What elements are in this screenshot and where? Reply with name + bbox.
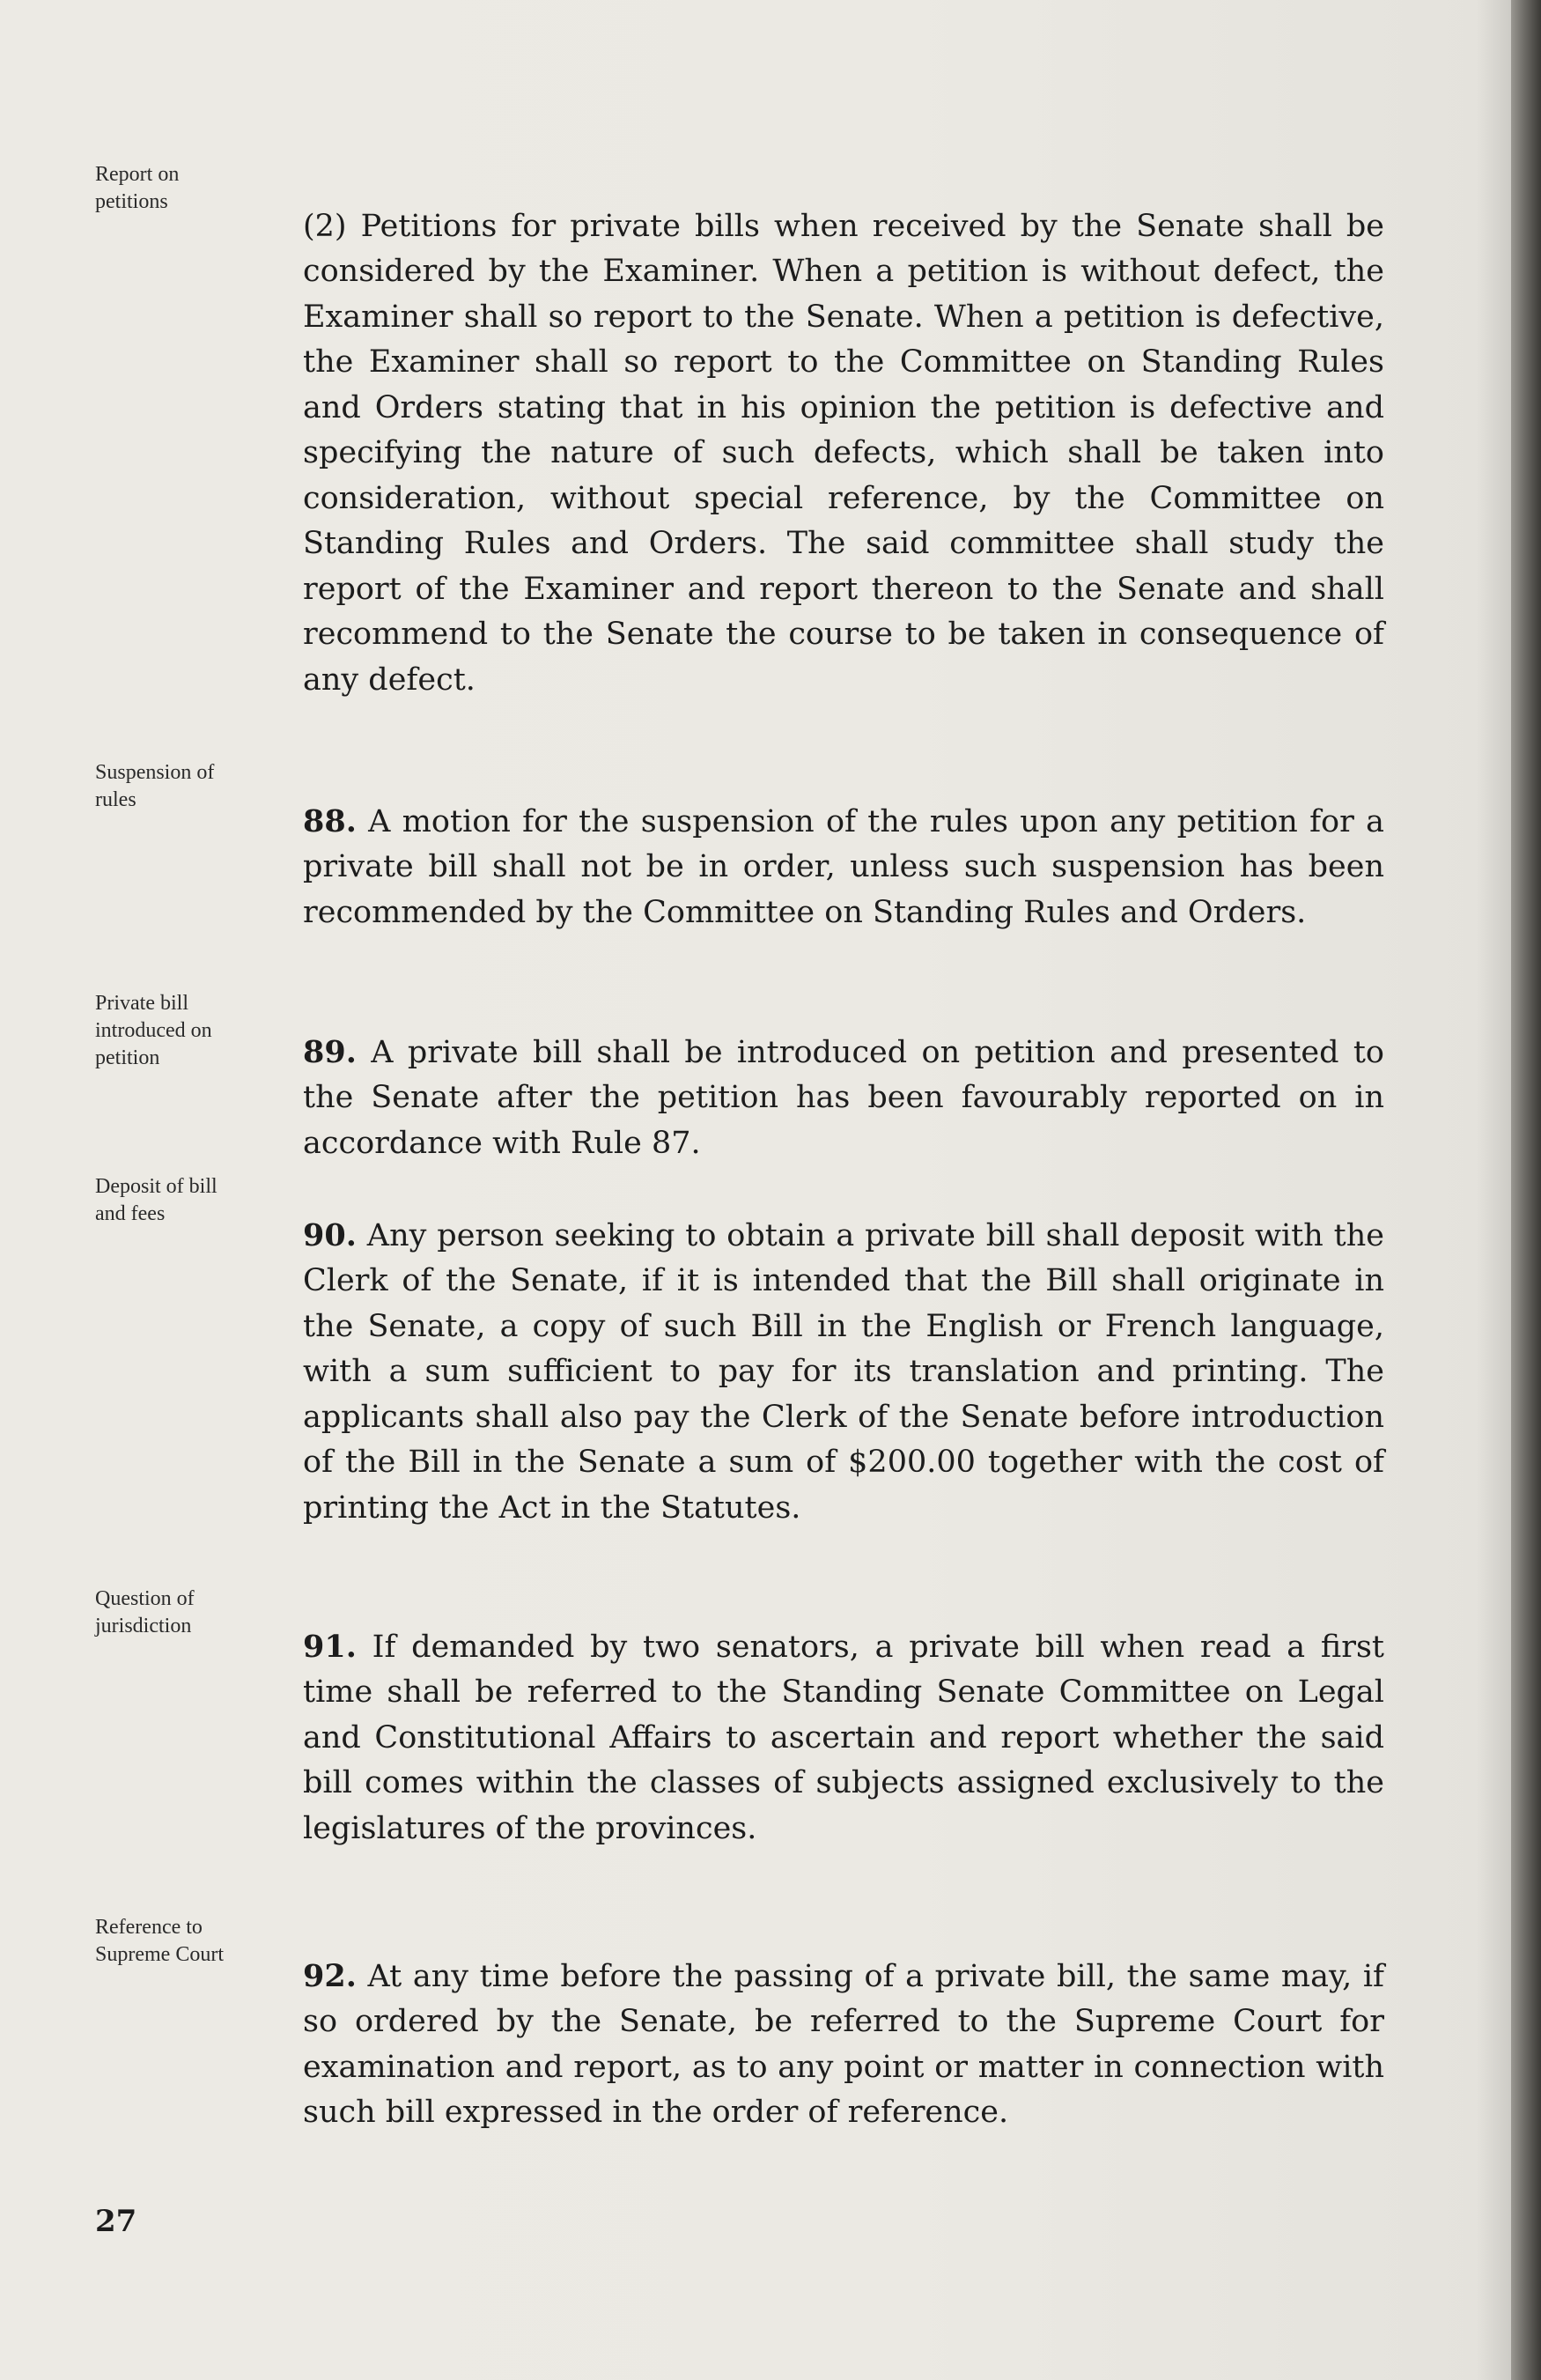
margin-note-suspension-of-rules: Suspension of rules xyxy=(95,761,215,811)
paragraph-92 xyxy=(303,1908,1384,2136)
rule-number-88: 88. xyxy=(303,802,357,839)
paragraph-88 xyxy=(303,753,1384,935)
rule-number-90: 90. xyxy=(303,1216,357,1253)
paragraph-87-2 xyxy=(303,159,1384,703)
margin-note-private-bill-introduced: Private bill introduced on petition xyxy=(95,992,212,1069)
paragraph-92-text: At any time before the passing of a private bill, the same may, if so ordered by the Senate, be referred to the Supreme Court for examination and report, as to any point or matter in connection with such bill expressed in the order of reference. xyxy=(303,1958,1384,2130)
paragraph-91-text: If demanded by two senators, a private bill when read a first time shall be referred to the Standing Senate Committee on Legal and Constitutional Affairs to ascertain and report whether the said bill comes within the classes of subjects assigned exclusively to the legislatures of the provinces. xyxy=(303,1629,1384,1846)
spine-shadow xyxy=(1476,0,1511,2380)
page-number: 27 xyxy=(95,2204,137,2239)
margin-note-report-on-petitions: Report on petitions xyxy=(95,163,180,213)
rule-number-89: 89. xyxy=(303,1033,357,1070)
rule-number-91: 91. xyxy=(303,1628,357,1665)
margin-note-question-of-jurisdiction: Question of jurisdiction xyxy=(95,1587,195,1637)
margin-note-deposit-of-bill: Deposit of bill and fees xyxy=(95,1175,218,1225)
paragraph-87-2-text: (2) Petitions for private bills when received by the Senate shall be considered by the Examiner. When a petition is without defect, the Examiner shall so report to the Senate. When a petition is defective, the Examiner shall so report to the Committee on Standing Rules and Orders stating that in his opinion the petition is defective and specifying the nature of such defects, which shall be taken into consideration, without special reference, by the Committee on Standing Rules and Orders. The said committee shall study the report of the Examiner and report thereon to the Senate and shall recommend to the Senate the course to be taken in consequence of any defect. xyxy=(303,208,1384,698)
paragraph-89 xyxy=(303,984,1384,1166)
book-spine xyxy=(1511,0,1541,2380)
paragraph-90-text: Any person seeking to obtain a private bill shall deposit with the Clerk of the Senate, if it is intended that the Bill shall originate in the Senate, a copy of such Bill in the English or French language, with a sum sufficient to pay for its translation and printing. The applicants shall also pay the Clerk of the Senate before introduction of the Bill in the Senate a sum of $200.00 together with the cost of printing the Act in the Statutes. xyxy=(303,1217,1384,1526)
margin-note-reference-to-supreme-court: Reference to Supreme Court xyxy=(95,1916,224,1966)
paragraph-91 xyxy=(303,1578,1384,1852)
paragraph-90 xyxy=(303,1167,1384,1531)
paragraph-88-text: A motion for the suspension of the rules upon any petition for a private bill shall not be in order, unless such suspension has been recommended by the Committee on Standing Rules and Orders. xyxy=(303,803,1384,930)
rule-number-92: 92. xyxy=(303,1957,357,1994)
paragraph-89-text: A private bill shall be introduced on petition and presented to the Senate after the petition has been favourably reported on in accordance with Rule 87. xyxy=(303,1034,1384,1161)
